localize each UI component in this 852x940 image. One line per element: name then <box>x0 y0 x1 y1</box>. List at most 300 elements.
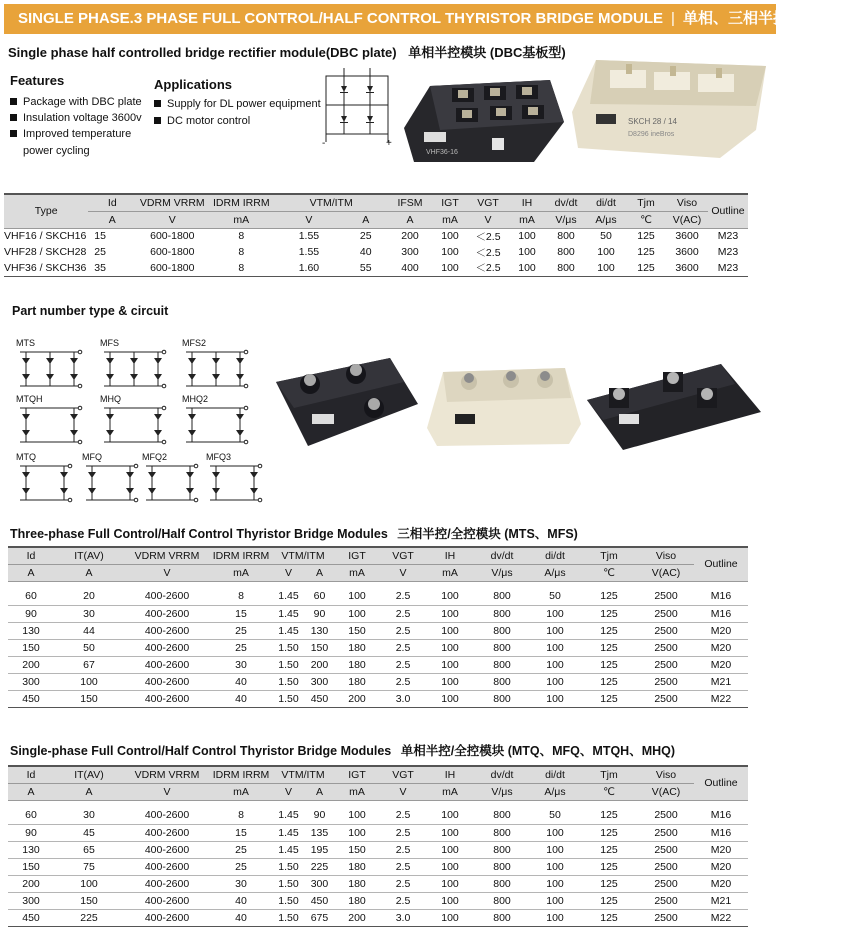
head-cell: IDRM IRRM <box>210 547 272 564</box>
table-cell: 60 <box>8 807 54 824</box>
table-cell: 2500 <box>638 605 694 622</box>
head-cell: Viso <box>638 766 694 783</box>
table-cell: M20 <box>694 841 748 858</box>
head-cell: Tjm <box>580 547 638 564</box>
table-row <box>8 588 748 605</box>
cream-module-sublabel: D8296 ineBros <box>628 131 675 138</box>
table-row <box>8 858 748 875</box>
table-cell: 25 <box>210 841 272 858</box>
cream-module-photo <box>570 50 770 162</box>
table-cell: 1.50 <box>272 690 305 707</box>
table-cell: 15 <box>210 605 272 622</box>
table-cell: M23 <box>717 246 739 258</box>
table-cell: M20 <box>694 875 748 892</box>
bullet-icon <box>10 130 17 137</box>
table-cell: 50 <box>530 807 580 824</box>
table-cell: M16 <box>694 588 748 605</box>
table-cell: 100 <box>530 605 580 622</box>
unit-cell: A <box>305 783 334 800</box>
table-cell: 800 <box>474 656 530 673</box>
table-cell: 180 <box>334 858 380 875</box>
unit-cell: ℃ <box>580 783 638 800</box>
table-cell: ＜2.5 <box>475 230 501 243</box>
table-cell: 1.55 <box>298 246 320 258</box>
table-cell: 125 <box>580 656 638 673</box>
table1-head-cell: IFSM <box>388 194 432 211</box>
table-cell: 200 <box>401 230 419 243</box>
section3-title <box>10 524 578 542</box>
page-banner <box>4 4 852 34</box>
table-cell: 100 <box>334 605 380 622</box>
application-item-1: Supply for DL power equipment <box>154 98 321 110</box>
table-cell: 400-2600 <box>124 673 210 690</box>
table-cell: 2500 <box>638 824 694 841</box>
circuit-schematic-icon <box>142 463 200 503</box>
table-cell: 450 <box>305 690 334 707</box>
table-row <box>8 690 748 707</box>
head-cell: VDRM VRRM <box>124 766 210 783</box>
table-cell: 100 <box>530 824 580 841</box>
black-module-label: VHF36-16 <box>426 149 458 156</box>
table1-head-row1 <box>4 194 748 211</box>
table-cell: 40 <box>210 690 272 707</box>
table-cell: 180 <box>334 673 380 690</box>
table1-unit-cell: V(AC) <box>666 211 708 228</box>
circuit-schematic-icon <box>182 349 250 389</box>
table-cell: 600-1800 <box>136 260 208 276</box>
table-cell: 90 <box>305 605 334 622</box>
table1-head-cell: Tjm <box>626 194 666 211</box>
head-cell: dv/dt <box>474 766 530 783</box>
unit-cell: mA <box>426 783 474 800</box>
table-cell: 100 <box>54 673 124 690</box>
table-cell: 600-1800 <box>150 230 195 243</box>
unit-cell: V <box>380 783 426 800</box>
table-cell: 90 <box>8 605 54 622</box>
table-cell: M23 <box>708 260 748 276</box>
head-cell: Tjm <box>580 766 638 783</box>
table1-head-outline: Outline <box>708 194 748 228</box>
table-row <box>8 622 748 639</box>
table-cell: 125 <box>580 875 638 892</box>
table-cell: M20 <box>694 622 748 639</box>
unit-cell: A <box>305 564 334 581</box>
table-cell: 50 <box>54 639 124 656</box>
table-cell: 2500 <box>638 858 694 875</box>
unit-cell: ℃ <box>580 564 638 581</box>
table-cell: 125 <box>580 588 638 605</box>
table-cell: 8 <box>208 260 274 276</box>
table-cell: 100 <box>530 690 580 707</box>
table1-unit-cell: mA <box>432 211 468 228</box>
table-cell: 2.5 <box>380 841 426 858</box>
table-cell: 30 <box>210 656 272 673</box>
head-cell: IDRM IRRM <box>210 766 272 783</box>
table-cell: M20 <box>694 656 748 673</box>
table1-head-cell: Viso <box>666 194 708 211</box>
table-cell: 15 <box>210 824 272 841</box>
table-cell: 100 <box>54 875 124 892</box>
mts-black-module-photo <box>272 352 422 452</box>
section4-title-cn: 单相半控/全控模块 (MTQ、MFQ、MTQH、MHQ) <box>400 744 676 758</box>
table-cell: 125 <box>580 807 638 824</box>
table-cell: M23 <box>717 230 739 243</box>
table-cell: 400-2600 <box>124 639 210 656</box>
table-cell: 100 <box>426 639 474 656</box>
table-cell: 100 <box>426 875 474 892</box>
table-cell: M16 <box>694 824 748 841</box>
unit-cell: V <box>272 564 305 581</box>
circuit-label: MHQ <box>100 394 121 404</box>
table-cell: 125 <box>637 246 655 258</box>
table-cell: 400-2600 <box>124 892 210 909</box>
unit-cell: A/μs <box>530 564 580 581</box>
table-cell: 130 <box>8 622 54 639</box>
table-cell: 800 <box>474 824 530 841</box>
table-cell: 400-2600 <box>124 588 210 605</box>
table1-unit-cell: A <box>88 211 136 228</box>
table-cell: 800 <box>474 622 530 639</box>
table-cell: M21 <box>694 892 748 909</box>
table-cell: 800 <box>557 230 575 243</box>
table-cell: 60 <box>305 588 334 605</box>
table-cell: 50 <box>600 230 612 243</box>
circuit-label: MTS <box>16 338 35 348</box>
table-cell: 2500 <box>638 622 694 639</box>
application-item-2: DC motor control <box>154 115 250 127</box>
table-cell: 100 <box>426 622 474 639</box>
table-cell: 100 <box>518 230 536 243</box>
table-cell: 130 <box>8 841 54 858</box>
table-cell: 3600 <box>675 246 699 258</box>
table-cell: 100 <box>441 246 459 258</box>
table-cell: 100 <box>426 824 474 841</box>
table-cell: 65 <box>54 841 124 858</box>
table-cell: 1.45 <box>272 605 305 622</box>
table1-unit-cell: V <box>468 211 508 228</box>
table-cell: 30 <box>54 807 124 824</box>
table-cell: 2500 <box>638 909 694 926</box>
table-row <box>8 824 748 841</box>
table-cell: 100 <box>432 260 468 276</box>
table-cell: 100 <box>530 639 580 656</box>
schematic-minus-label: - <box>322 138 326 149</box>
unit-cell: V <box>124 783 210 800</box>
table-cell: 450 <box>305 892 334 909</box>
table-cell: 25 <box>210 639 272 656</box>
table-cell: 100 <box>530 892 580 909</box>
table1-unit-cell: mA <box>508 211 546 228</box>
table-cell: 400-2600 <box>124 656 210 673</box>
table-cell: 1.45 <box>272 807 305 824</box>
table-cell: 125 <box>580 858 638 875</box>
table-cell: 800 <box>474 892 530 909</box>
table-cell: 100 <box>426 690 474 707</box>
table-cell: 300 <box>305 673 334 690</box>
bullet-icon <box>154 100 161 107</box>
table-cell: 100 <box>334 824 380 841</box>
table-cell: 800 <box>474 605 530 622</box>
table-cell: 50 <box>530 588 580 605</box>
table-cell: 100 <box>530 909 580 926</box>
table-cell: 2500 <box>638 690 694 707</box>
table-cell: 44 <box>54 622 124 639</box>
table-cell: 100 <box>530 622 580 639</box>
table-cell: M20 <box>694 639 748 656</box>
table-cell: 150 <box>305 639 334 656</box>
table-cell: 450 <box>8 690 54 707</box>
table-cell: 75 <box>54 858 124 875</box>
table1-unit-cell: ℃ <box>626 211 666 228</box>
unit-row <box>8 783 748 800</box>
table-cell: VHF16 / SKCH16 <box>4 230 87 243</box>
table-cell: 2500 <box>638 841 694 858</box>
table-cell: VHF28 / SKCH28 <box>4 246 87 258</box>
mts-cream-module-photo <box>425 358 583 450</box>
table-cell: 600-1800 <box>150 246 195 258</box>
table-cell: 100 <box>586 260 626 276</box>
table-cell: 100 <box>426 605 474 622</box>
table-cell: 2.5 <box>380 875 426 892</box>
table-cell: M16 <box>694 605 748 622</box>
table-cell: 2.5 <box>380 858 426 875</box>
schematic-plus-label: + <box>386 138 392 149</box>
table-cell: 125 <box>637 230 655 243</box>
section1-title-en: Single phase half controlled bridge rectifier module(DBC plate) <box>8 45 397 60</box>
table-cell: 200 <box>8 656 54 673</box>
table-cell: M16 <box>694 807 748 824</box>
head-cell: IGT <box>334 766 380 783</box>
table-cell: 1.45 <box>272 622 305 639</box>
table-cell: 150 <box>334 622 380 639</box>
table-cell: 2.5 <box>380 892 426 909</box>
table-cell: 125 <box>580 673 638 690</box>
table-cell: ＜2.5 <box>468 260 508 276</box>
table-cell: 35 <box>88 260 136 276</box>
table-cell: 1.50 <box>272 875 305 892</box>
table-cell: 125 <box>626 260 666 276</box>
table-cell: 90 <box>305 807 334 824</box>
table-cell: ＜2.5 <box>475 246 501 259</box>
unit-cell: V <box>380 564 426 581</box>
table1-head-cell: VDRM VRRM <box>136 194 208 211</box>
table-cell: 100 <box>426 807 474 824</box>
table-cell: 180 <box>334 892 380 909</box>
table-cell: 100 <box>530 858 580 875</box>
table-cell: 400-2600 <box>124 824 210 841</box>
unit-cell: V/μs <box>474 564 530 581</box>
table-cell: 800 <box>474 841 530 858</box>
section2-title: Part number type & circuit <box>12 304 169 318</box>
cream-module-label: SKCH 28 / 14 <box>628 117 677 126</box>
table-row <box>8 639 748 656</box>
circuit-schematic-icon <box>100 405 168 445</box>
table-cell: 2500 <box>638 875 694 892</box>
unit-cell: A <box>8 783 54 800</box>
table-cell: 180 <box>334 639 380 656</box>
table-row <box>8 841 748 858</box>
table-cell: 180 <box>334 875 380 892</box>
table-cell: 1.55 <box>298 230 320 243</box>
table1-head-cell: IGT <box>432 194 468 211</box>
table-cell: 100 <box>426 588 474 605</box>
section3-title-en: Three-phase Full Control/Half Control Thyristor Bridge Modules <box>10 527 388 541</box>
table1-head-cell: IH <box>508 194 546 211</box>
table-cell: 200 <box>305 656 334 673</box>
table-cell: 100 <box>426 858 474 875</box>
table-cell: 25 <box>94 246 106 258</box>
circuit-label: MFS <box>100 338 119 348</box>
section3-title-cn: 三相半控/全控模块 (MTS、MFS) <box>397 527 578 541</box>
head-cell: dv/dt <box>474 547 530 564</box>
table-cell: 2.5 <box>380 588 426 605</box>
unit-cell: A <box>8 564 54 581</box>
table-cell: 3.0 <box>380 909 426 926</box>
table-cell: 180 <box>334 656 380 673</box>
table1-unit-cell: A <box>344 211 388 228</box>
table-cell: 100 <box>518 246 536 258</box>
table1-head-cell: VTM/ITM <box>274 194 388 211</box>
table1-unit-cell: mA <box>208 211 274 228</box>
features-title: Features <box>10 73 65 88</box>
section4-title-en: Single-phase Full Control/Half Control Thyristor Bridge Modules <box>10 744 392 758</box>
table-cell: M22 <box>694 909 748 926</box>
table-row <box>8 892 748 909</box>
head-cell: IH <box>426 547 474 564</box>
table-cell: 300 <box>8 673 54 690</box>
table-cell: 300 <box>8 892 54 909</box>
unit-cell: V/μs <box>474 783 530 800</box>
table-row <box>8 909 748 926</box>
circuit-label: MTQ <box>16 452 36 462</box>
table-cell: 400 <box>388 260 432 276</box>
table-cell: 2500 <box>638 639 694 656</box>
table-cell: 8 <box>210 588 272 605</box>
table-cell: M20 <box>694 858 748 875</box>
table-cell: 8 <box>210 807 272 824</box>
table-cell: 800 <box>546 260 586 276</box>
table1-unit-cell: V <box>274 211 343 228</box>
table-cell: 2.5 <box>380 639 426 656</box>
table-cell: 100 <box>597 246 615 258</box>
table-cell: 40 <box>359 246 372 258</box>
mfs-black-module-photo <box>585 358 763 452</box>
table-cell: 30 <box>210 875 272 892</box>
table-row <box>8 605 748 622</box>
table-cell: 200 <box>334 690 380 707</box>
half-bridge-schematic-icon <box>318 66 396 148</box>
feature-item-3: Improved temperature <box>10 128 131 140</box>
head-cell: IT(AV) <box>54 766 124 783</box>
unit-cell: mA <box>426 564 474 581</box>
table-cell: 2.5 <box>380 673 426 690</box>
table-cell: 200 <box>334 909 380 926</box>
unit-cell: A <box>54 564 124 581</box>
table-cell: 3600 <box>666 260 708 276</box>
unit-cell: mA <box>334 783 380 800</box>
table-cell: 1.50 <box>272 909 305 926</box>
head-cell: Id <box>8 766 54 783</box>
table-cell: 67 <box>54 656 124 673</box>
table-cell: 400-2600 <box>124 858 210 875</box>
feature-item-2: Insulation voltage 3600v <box>10 112 142 124</box>
unit-cell: A/μs <box>530 783 580 800</box>
table-cell: 2500 <box>638 892 694 909</box>
table-cell: 20 <box>54 588 124 605</box>
table-cell: 45 <box>54 824 124 841</box>
table-cell: 400-2600 <box>124 909 210 926</box>
table-cell: 15 <box>94 230 106 243</box>
table-cell: 2.5 <box>380 824 426 841</box>
single-phase-table <box>8 765 748 927</box>
table-cell: 800 <box>474 909 530 926</box>
black-module-photo <box>400 58 568 170</box>
table-cell: 1.50 <box>272 892 305 909</box>
table-cell: 55 <box>344 260 388 276</box>
table-cell: 25 <box>210 858 272 875</box>
head-cell: Id <box>8 547 54 564</box>
head-cell: VDRM VRRM <box>124 547 210 564</box>
table-cell: 40 <box>210 892 272 909</box>
table-cell: 400-2600 <box>124 605 210 622</box>
section1-title-cn: 单相半控模块 (DBC基板型) <box>408 45 566 60</box>
table-row <box>4 228 748 244</box>
table-row <box>4 244 748 260</box>
table-cell: 125 <box>580 824 638 841</box>
head-cell: Viso <box>638 547 694 564</box>
table-cell: 225 <box>305 858 334 875</box>
table-cell: 100 <box>426 892 474 909</box>
table-cell: 450 <box>8 909 54 926</box>
banner-title-en: SINGLE PHASE.3 PHASE FULL CONTROL/HALF CONTROL THYRISTOR BRIDGE MODULE <box>18 10 664 27</box>
table-cell: 135 <box>305 824 334 841</box>
table-cell: 100 <box>426 673 474 690</box>
table-cell: 800 <box>474 875 530 892</box>
table-cell: 225 <box>54 909 124 926</box>
head-row <box>8 766 748 783</box>
circuit-schematic-icon <box>206 463 264 503</box>
table-cell: 2500 <box>638 673 694 690</box>
circuit-schematic-icon <box>16 349 84 389</box>
circuit-label: MTQH <box>16 394 43 404</box>
dbc-module-table <box>4 193 748 277</box>
circuit-schematic-icon <box>16 463 74 503</box>
table-cell: 2500 <box>638 588 694 605</box>
table-cell: 2.5 <box>380 605 426 622</box>
circuit-label: MFQ <box>82 452 102 462</box>
unit-cell: V <box>124 564 210 581</box>
table-cell: VHF36 / SKCH36 <box>4 260 88 276</box>
head-cell: di/dt <box>530 766 580 783</box>
table-row <box>8 807 748 824</box>
table-cell: 100 <box>334 807 380 824</box>
spacer-cell <box>8 581 748 588</box>
table-cell: 130 <box>305 622 334 639</box>
head-cell: Outline <box>694 766 748 800</box>
banner-title-cn: 单相、三相半控/全控模块 <box>682 10 852 27</box>
table1-unit-cell: A/μs <box>586 211 626 228</box>
circuit-label: MFQ2 <box>142 452 168 462</box>
feature-item-1: Package with DBC plate <box>10 96 142 108</box>
table-cell: 25 <box>210 622 272 639</box>
table-row <box>8 656 748 673</box>
table-cell: 800 <box>474 639 530 656</box>
table-cell: 150 <box>8 858 54 875</box>
table-row <box>8 673 748 690</box>
table-cell: 300 <box>401 246 419 258</box>
table1-head-type: Type <box>4 194 88 228</box>
bullet-icon <box>10 98 17 105</box>
